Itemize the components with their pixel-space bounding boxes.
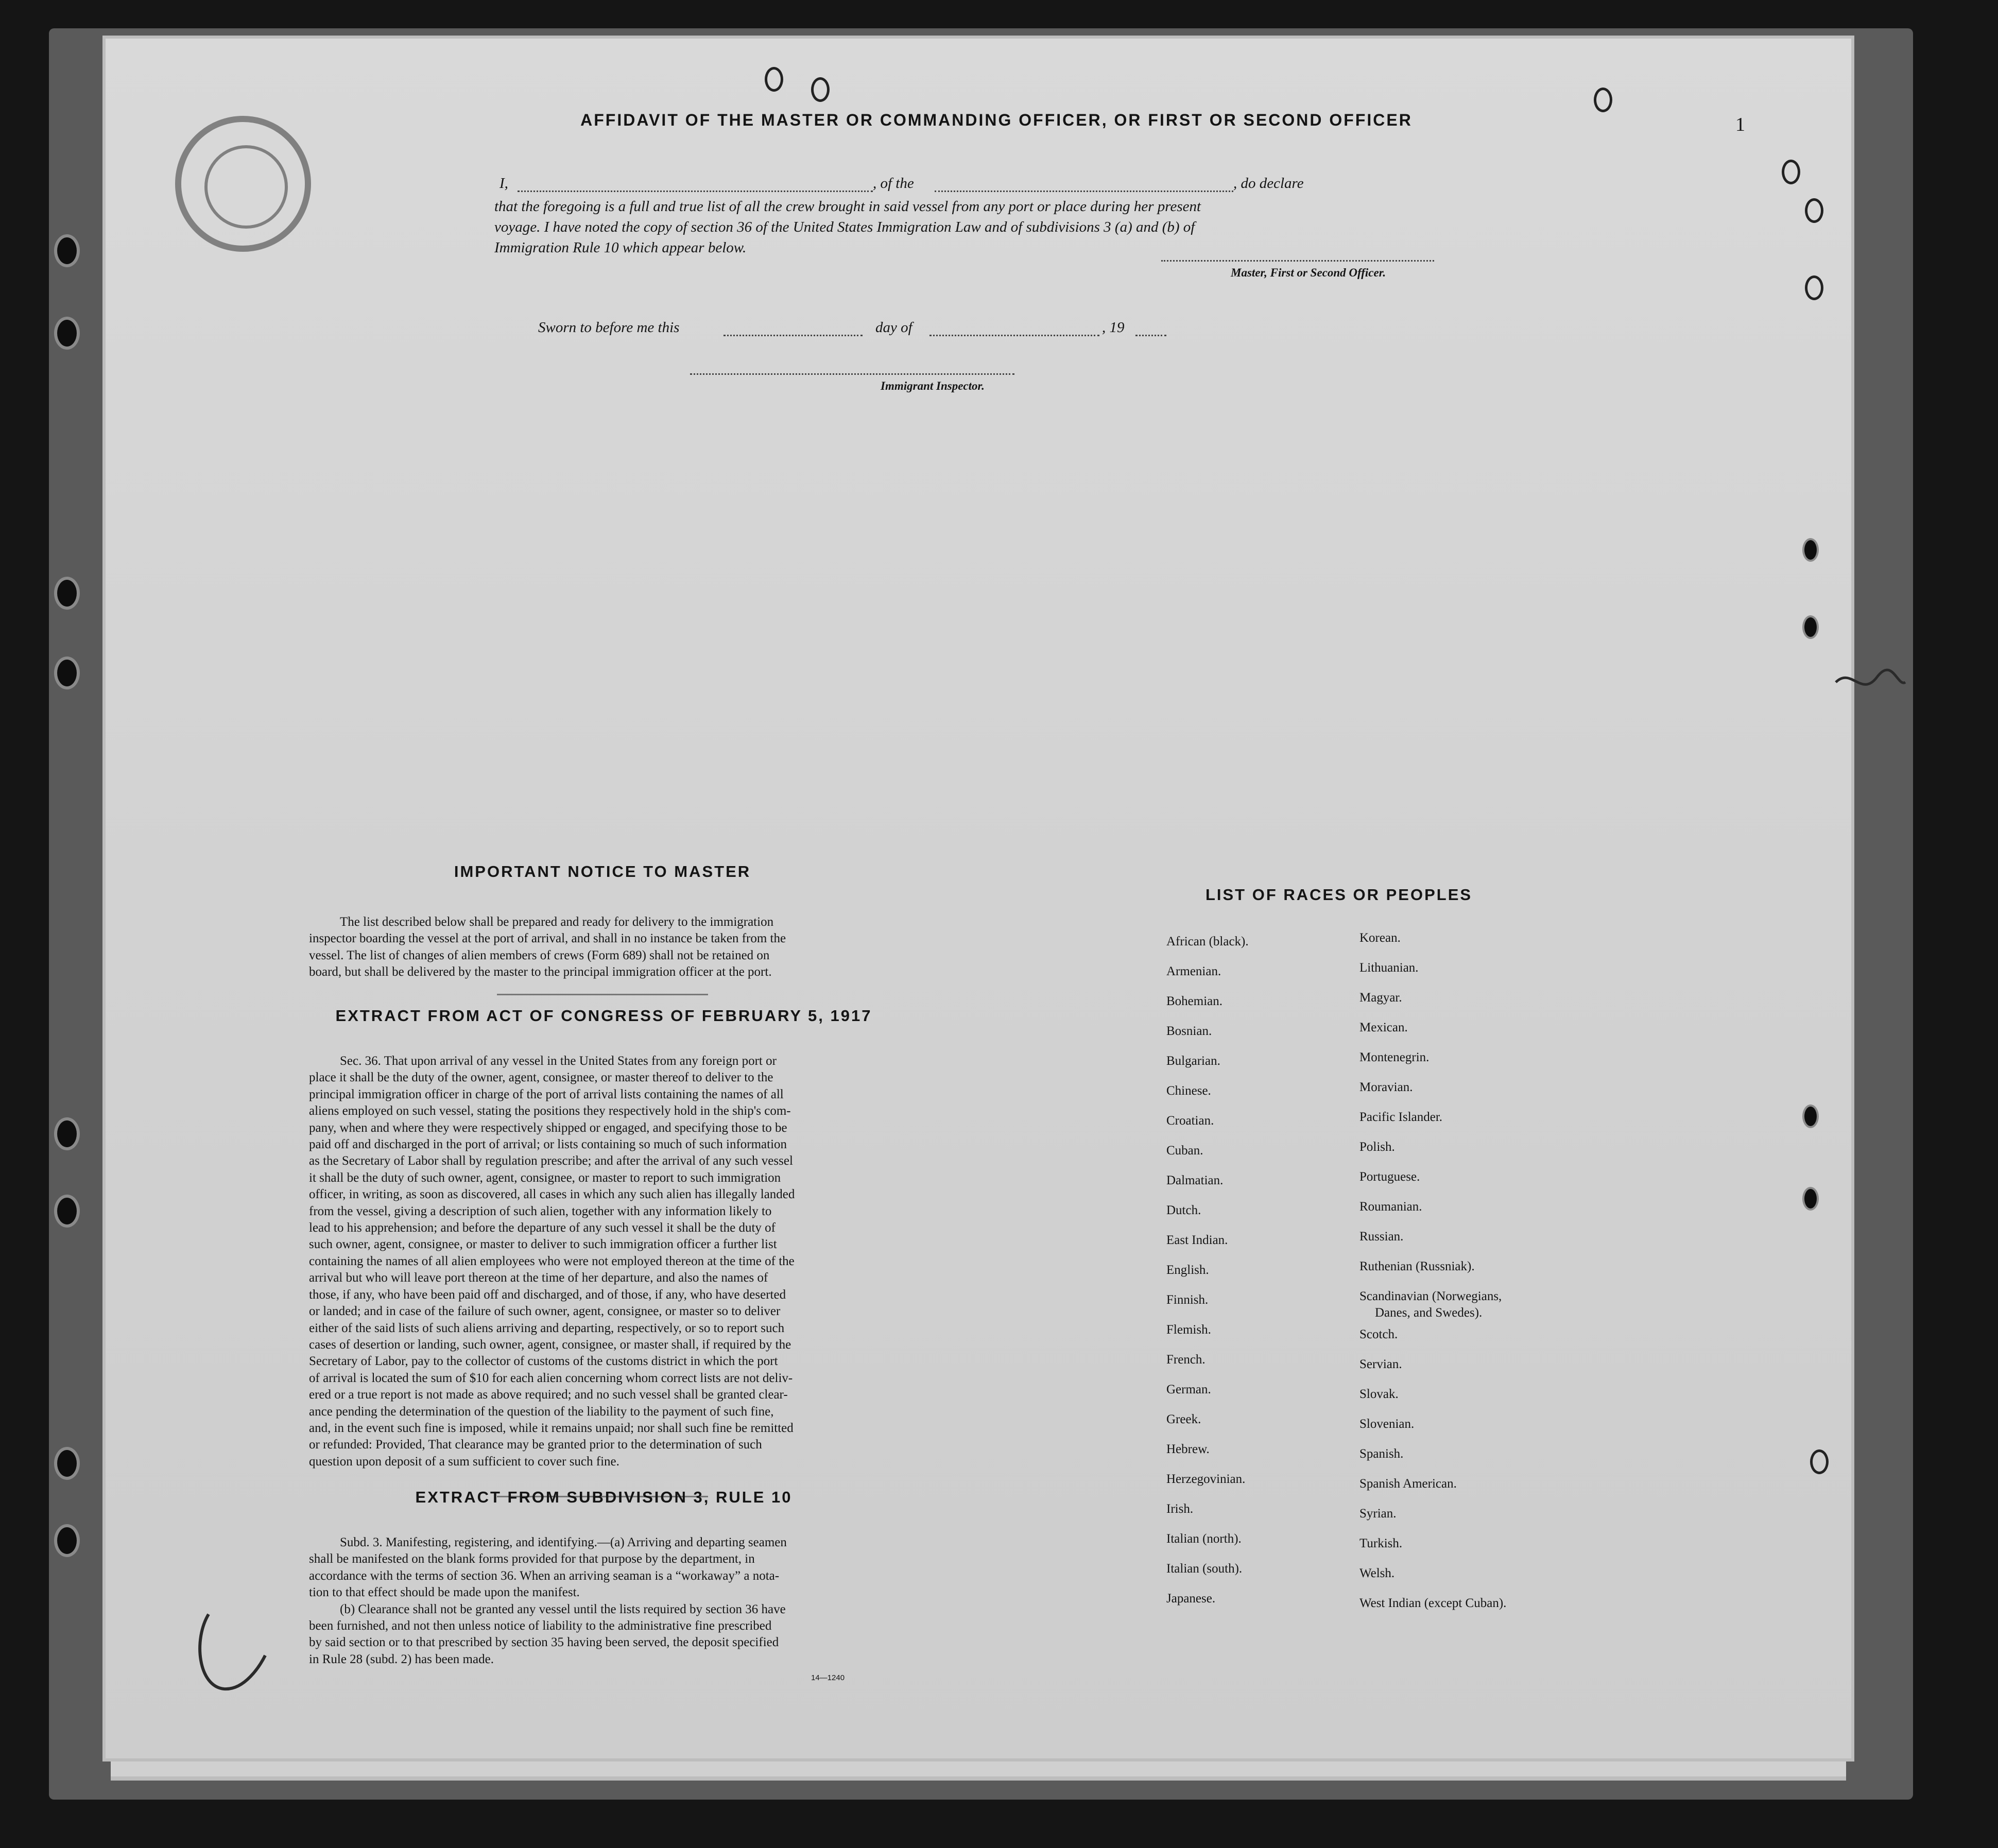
race-item: Russian.	[1359, 1230, 1404, 1243]
act-line: lead to his apprehension; and before the departure of any such vessel it shall be the duty of	[309, 1221, 776, 1235]
inspector-line	[690, 373, 1014, 375]
form-number: 14—1240	[811, 1673, 845, 1682]
race-item: Italian (north).	[1166, 1532, 1242, 1546]
act-line: question upon deposit of a sum sufficient to cover such fine.	[309, 1454, 619, 1469]
inspector-caption: Immigrant Inspector.	[881, 379, 985, 392]
rule-line: accordance with the terms of section 36. When an arriving seaman is a “workaway” a nota-	[309, 1568, 780, 1583]
race-item: Herzegovinian.	[1166, 1472, 1246, 1486]
rule-line: tion to that effect should be made upon the manifest.	[309, 1585, 580, 1600]
act-line: it shall be the duty of such owner, agent, consignee, or master to report to such immigration	[309, 1170, 781, 1185]
act-line: place it shall be the duty of the owner, agent, consignee, or master thereof to deliver to the	[309, 1070, 773, 1085]
race-item: Magyar.	[1359, 991, 1402, 1005]
rule-heading: EXTRACT FROM SUBDIVISION 3, RULE 10	[415, 1488, 793, 1506]
binder-hole	[54, 577, 80, 610]
affidavit-line-1: that the foregoing is a full and true list of all the crew brought in said vessel from any port or place during her present	[494, 198, 1201, 215]
race-item: Servian.	[1359, 1357, 1402, 1371]
race-item: Hebrew.	[1166, 1442, 1210, 1456]
do-declare-label: , do declare	[1233, 175, 1304, 192]
race-item: Armenian.	[1166, 964, 1221, 978]
punch-hole	[1802, 1104, 1819, 1128]
affidavit-line-3: Immigration Rule 10 which appear below.	[494, 239, 747, 256]
act-line: arrival but who will leave port thereon at the time of her departure, and also the names of	[309, 1271, 768, 1285]
sworn-day-line	[724, 335, 863, 336]
binder-hole	[54, 657, 80, 689]
binder-hole	[54, 1195, 80, 1228]
punch-ring	[1805, 198, 1823, 223]
binder-hole	[54, 234, 80, 267]
rule-line: Subd. 3. Manifesting, registering, and identifying.—(a) Arriving and departing seamen	[340, 1535, 787, 1549]
act-line: aliens employed on such vessel, stating the positions they respectively hold in the ship's com-	[309, 1104, 791, 1118]
document-page	[106, 39, 1851, 1758]
race-item: Montenegrin.	[1359, 1050, 1429, 1064]
act-line: ered or a true report is not made as above required; and no such vessel shall be granted clear-	[309, 1388, 788, 1402]
race-item: German.	[1166, 1383, 1211, 1396]
binder-hole	[54, 1117, 80, 1150]
punch-ring	[811, 77, 830, 102]
punch-hole	[1802, 615, 1819, 639]
punch-hole	[1802, 538, 1819, 562]
race-item: African (black).	[1166, 935, 1249, 948]
punch-ring	[1782, 160, 1800, 184]
race-item: Mexican.	[1359, 1021, 1408, 1034]
act-line: as the Secretary of Labor shall by regulation prescribe; and after the arrival of any such vessel	[309, 1154, 793, 1168]
act-line: pany, when and where they were respectively shipped or engaged, and specifying those to be	[309, 1120, 787, 1135]
act-heading: EXTRACT FROM ACT OF CONGRESS OF FEBRUARY 5, 1917	[335, 1007, 872, 1025]
race-item: Scandinavian (Norwegians,	[1359, 1289, 1502, 1303]
signature-caption: Master, First or Second Officer.	[1231, 266, 1386, 279]
race-item: Bohemian.	[1166, 994, 1223, 1008]
notice-heading: IMPORTANT NOTICE TO MASTER	[454, 862, 751, 880]
race-item: Turkish.	[1359, 1536, 1403, 1550]
race-item: Korean.	[1359, 931, 1401, 945]
rule-line: by said section or to that prescribed by section 35 having been served, the deposit specified	[309, 1635, 779, 1650]
race-item: Italian (south).	[1166, 1562, 1243, 1576]
race-item: East Indian.	[1166, 1233, 1228, 1247]
section-divider	[497, 994, 708, 995]
punch-hole	[1802, 1187, 1819, 1211]
rule-body	[309, 1534, 899, 1668]
act-line: or refunded: Provided, That clearance may be granted prior to the determination of such	[309, 1438, 762, 1452]
sworn-year-line	[1135, 335, 1166, 336]
act-line: or landed; and in case of the failure of such owner, agent, consignee, or master so to deliver	[309, 1304, 781, 1319]
notice-line: inspector boarding the vessel at the port of arrival, and shall in no instance be taken from the	[309, 931, 786, 946]
affidavit-line-2: voyage. I have noted the copy of section 36 of the United States Immigration Law and of subdivisions 3 (a) and (b) of	[494, 219, 1195, 235]
race-item: Cuban.	[1166, 1144, 1203, 1158]
rule-line: been furnished, and not then unless notice of liability to the administrative fine prescribed	[309, 1619, 772, 1633]
race-item: Finnish.	[1166, 1293, 1209, 1307]
race-item: Polish.	[1359, 1140, 1395, 1154]
race-item: Scotch.	[1359, 1327, 1398, 1341]
act-line: from the vessel, giving a description of such alien, together with any information likely to	[309, 1204, 772, 1218]
race-item: West Indian (except Cuban).	[1359, 1596, 1507, 1610]
notice-line: The list described below shall be prepared and ready for delivery to the immigration	[340, 915, 774, 929]
notice-line: board, but shall be delivered by the master to the principal immigration officer at the port.	[309, 965, 772, 979]
races-heading: LIST OF RACES OR PEOPLES	[1205, 886, 1473, 904]
act-line: Secretary of Labor, pay to the collector of customs of the customs district in which the port	[309, 1354, 778, 1369]
race-item: Chinese.	[1166, 1084, 1211, 1098]
act-line: of arrival is located the sum of $10 for each alien concerning whom correct lists are not deliv-	[309, 1371, 793, 1385]
name-field-line	[518, 191, 873, 192]
notice-body	[309, 914, 899, 981]
race-item: Slovenian.	[1359, 1417, 1415, 1431]
binder-hole	[54, 1447, 80, 1480]
race-item: Bosnian.	[1166, 1024, 1212, 1038]
punch-ring	[1810, 1449, 1829, 1474]
race-item: Bulgarian.	[1166, 1054, 1220, 1068]
race-item: Danes, and Swedes).	[1375, 1306, 1483, 1320]
race-item: Ruthenian (Russniak).	[1359, 1259, 1475, 1273]
race-item: Irish.	[1166, 1502, 1194, 1516]
race-item: Japanese.	[1166, 1592, 1216, 1605]
of-the-label: , of the	[873, 175, 914, 192]
binder-hole	[54, 1524, 80, 1557]
sworn-label: Sworn to before me this	[538, 319, 680, 336]
handwritten-mark	[188, 1609, 270, 1697]
day-of-label: day of	[875, 319, 912, 336]
act-line: and, in the event such fine is imposed, while it remains unpaid; nor shall such fine be remitted	[309, 1421, 794, 1435]
race-item: English.	[1166, 1263, 1209, 1277]
race-item: Flemish.	[1166, 1323, 1211, 1337]
race-item: Greek.	[1166, 1412, 1201, 1426]
race-item: Syrian.	[1359, 1507, 1397, 1521]
race-item: Roumanian.	[1359, 1200, 1422, 1214]
i-label: I,	[499, 175, 508, 192]
sworn-month-line	[929, 335, 1099, 336]
signature-line	[1161, 260, 1434, 262]
race-item: Pacific Islander.	[1359, 1110, 1443, 1124]
race-item: Lithuanian.	[1359, 961, 1419, 975]
handwritten-mark	[1831, 651, 1908, 723]
rule-line: shall be manifested on the blank forms provided for that purpose by the department, in	[309, 1552, 755, 1566]
act-line: paid off and discharged in the port of arrival; or lists containing so much of such information	[309, 1137, 787, 1152]
act-line: such owner, agent, consignee, or master to deliver to such immigration officer a further list	[309, 1237, 777, 1252]
race-item: Slovak.	[1359, 1387, 1399, 1401]
act-line: officer, in writing, as soon as discovered, all cases in which any such alien has illegally landed	[309, 1187, 795, 1202]
rule-line: in Rule 28 (subd. 2) has been made.	[309, 1652, 494, 1666]
race-item: Spanish American.	[1359, 1477, 1457, 1491]
punch-ring	[765, 67, 783, 92]
vessel-field-line	[935, 191, 1233, 192]
race-item: Portuguese.	[1359, 1170, 1420, 1184]
race-item: Dutch.	[1166, 1203, 1201, 1217]
act-line: those, if any, who have been paid off and discharged, and of those, if any, who have deserted	[309, 1287, 786, 1302]
seal-stamp	[175, 116, 311, 252]
act-line: principal immigration officer in charge of the port of arrival lists containing the names of all	[309, 1087, 784, 1101]
race-item: Croatian.	[1166, 1114, 1214, 1128]
year-label: , 19	[1102, 319, 1125, 336]
act-line: ance pending the determination of the question of the liability to the payment of such fine,	[309, 1404, 774, 1419]
act-body	[309, 1053, 899, 1470]
punch-ring	[1594, 88, 1612, 112]
affidavit-heading: AFFIDAVIT OF THE MASTER OR COMMANDING OFFICER, OR FIRST OR SECOND OFFICER	[580, 111, 1413, 129]
race-item: Moravian.	[1359, 1080, 1413, 1094]
race-item: French.	[1166, 1353, 1205, 1367]
act-line: cases of desertion or landing, such owner, agent, consignee, or master shall, if required by the	[309, 1337, 791, 1352]
race-item: Dalmatian.	[1166, 1173, 1224, 1187]
binder-hole	[54, 317, 80, 350]
act-line: Sec. 36. That upon arrival of any vessel in the United States from any foreign port or	[340, 1054, 777, 1068]
notice-line: vessel. The list of changes of alien members of crews (Form 689) shall not be retained on	[309, 948, 770, 962]
act-line: either of the said lists of such aliens arriving and departing, respectively, or so to report such	[309, 1321, 785, 1335]
race-item: Welsh.	[1359, 1566, 1395, 1580]
act-line: containing the names of all alien employees who were not employed thereon at the time of the	[309, 1254, 795, 1268]
rule-line: (b) Clearance shall not be granted any vessel until the lists required by section 36 have	[340, 1602, 786, 1616]
punch-ring	[1805, 275, 1823, 300]
page-number: 1	[1735, 114, 1745, 135]
race-item: Spanish.	[1359, 1447, 1404, 1461]
